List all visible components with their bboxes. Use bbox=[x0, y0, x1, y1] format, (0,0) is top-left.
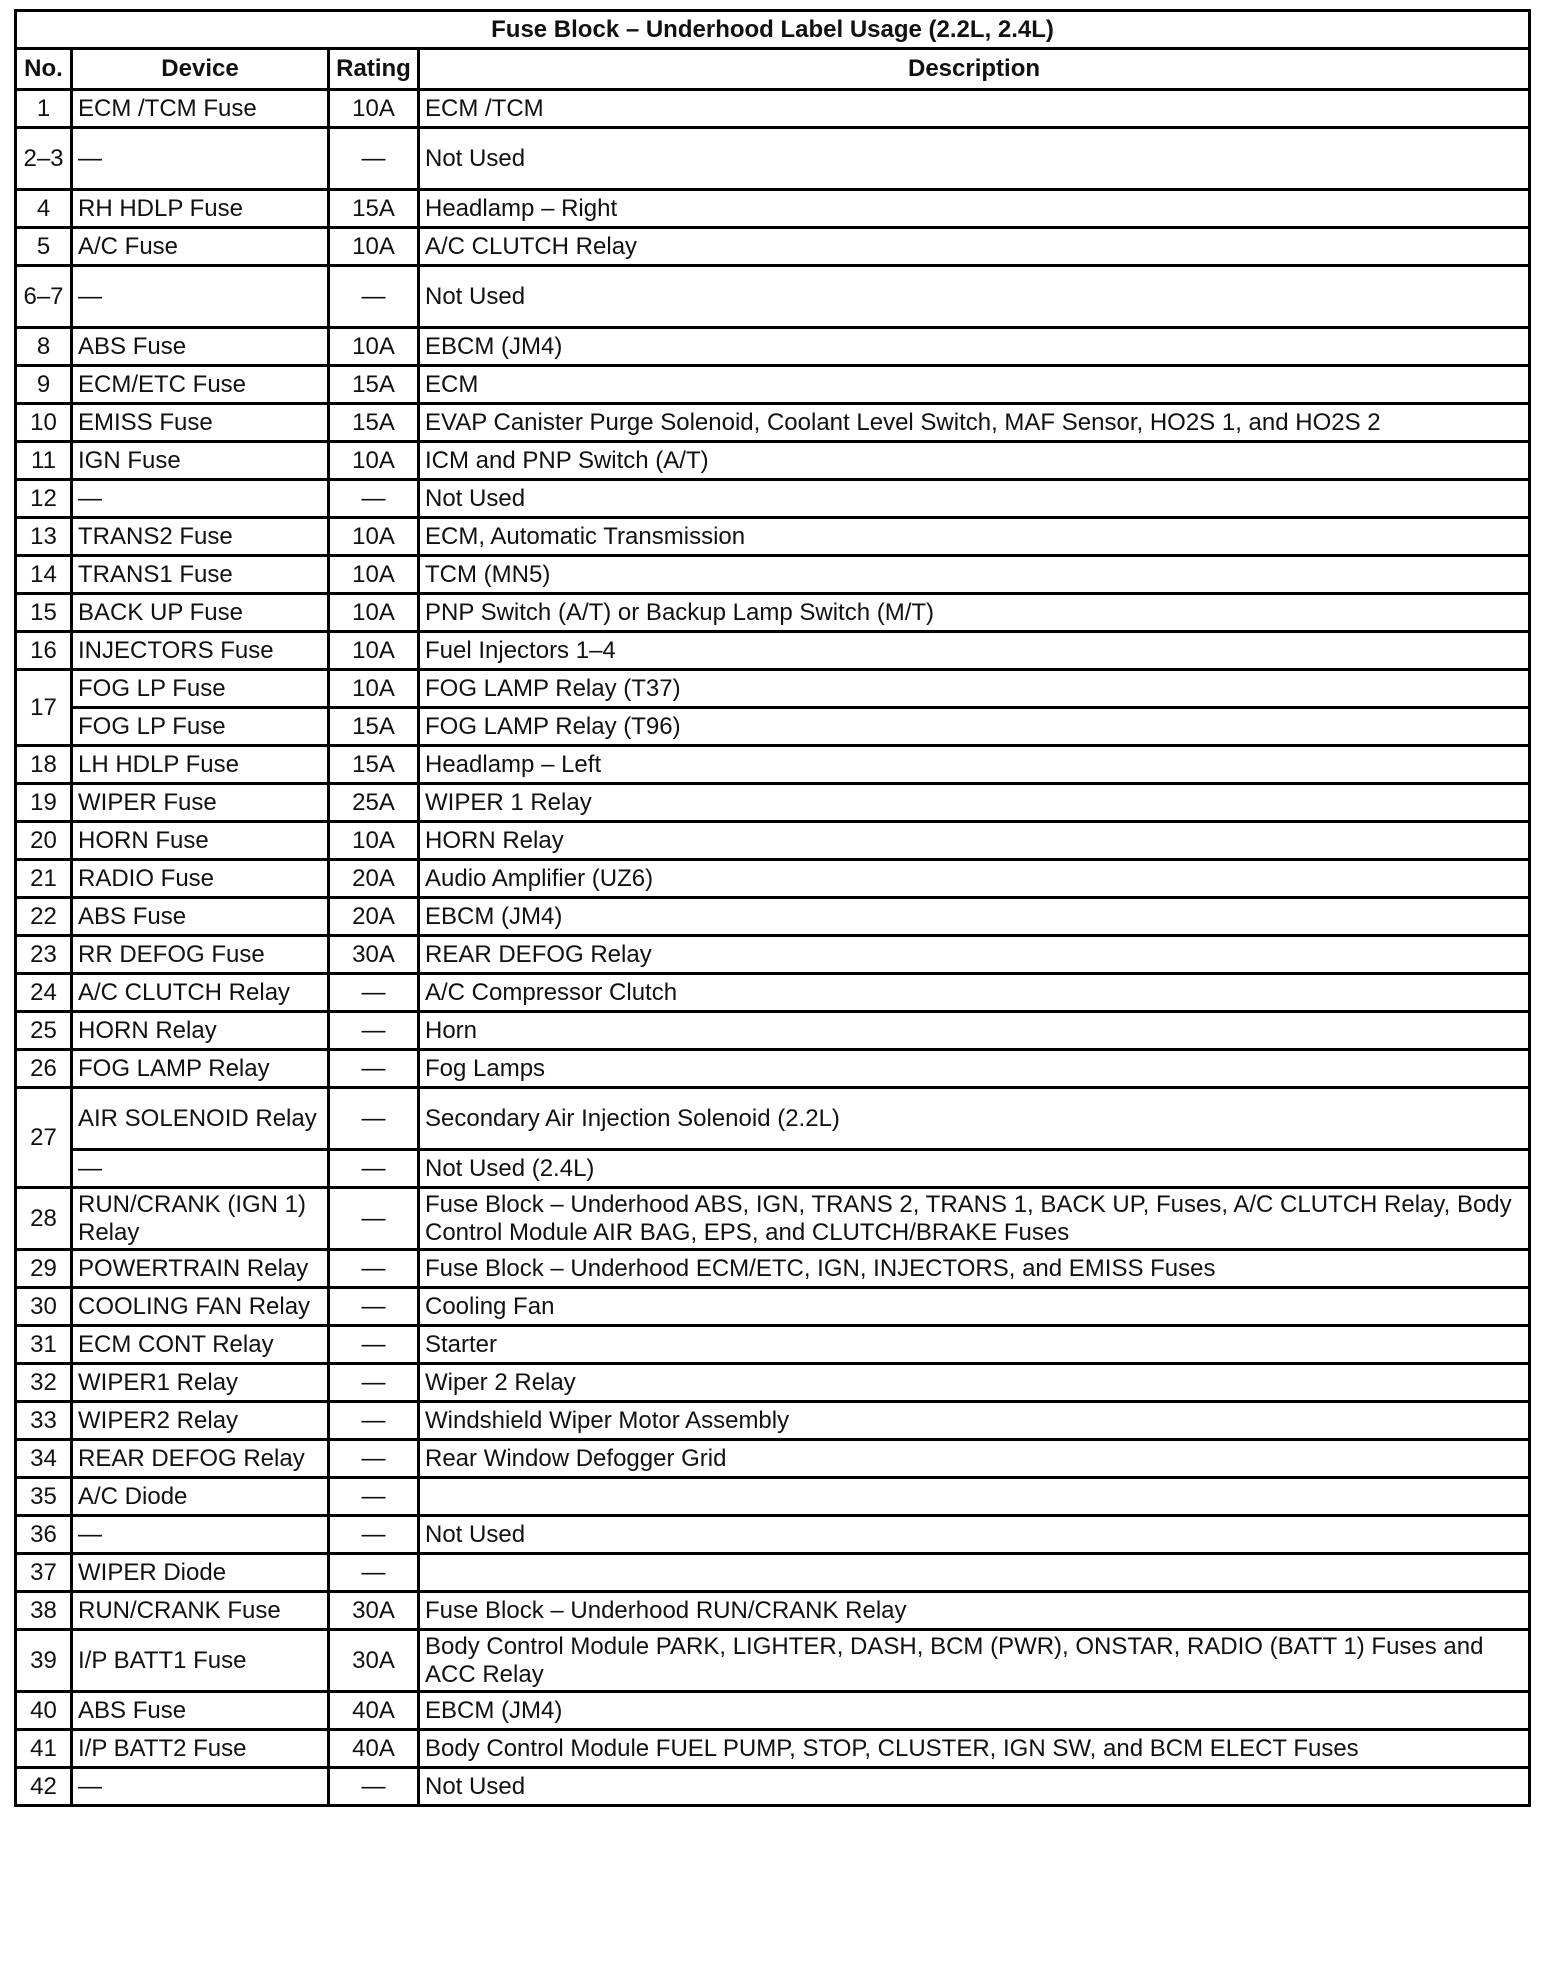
cell-rating: 10A bbox=[329, 822, 419, 860]
table-row bbox=[16, 1150, 1530, 1188]
cell-device: FOG LP Fuse bbox=[72, 708, 329, 746]
cell-device: FOG LAMP Relay bbox=[72, 1050, 329, 1088]
cell-device: RADIO Fuse bbox=[72, 860, 329, 898]
cell-rating: — bbox=[329, 1250, 419, 1288]
cell-device: WIPER Fuse bbox=[72, 784, 329, 822]
cell-device: — bbox=[72, 128, 329, 190]
table-row bbox=[16, 1630, 1530, 1692]
cell-description: Horn bbox=[419, 1012, 1530, 1050]
cell-description: Rear Window Defogger Grid bbox=[419, 1440, 1530, 1478]
table-row bbox=[16, 1188, 1530, 1250]
table-row bbox=[16, 1768, 1530, 1806]
cell-no: 15 bbox=[16, 594, 72, 632]
cell-device: RR DEFOG Fuse bbox=[72, 936, 329, 974]
cell-no: 9 bbox=[16, 366, 72, 404]
table-row bbox=[16, 632, 1530, 670]
cell-description: Fog Lamps bbox=[419, 1050, 1530, 1088]
cell-device: EMISS Fuse bbox=[72, 404, 329, 442]
cell-description: Secondary Air Injection Solenoid (2.2L) bbox=[419, 1088, 1530, 1150]
table-row bbox=[16, 266, 1530, 328]
cell-no: 42 bbox=[16, 1768, 72, 1806]
cell-no: 35 bbox=[16, 1478, 72, 1516]
cell-rating: — bbox=[329, 1326, 419, 1364]
cell-no: 39 bbox=[16, 1630, 72, 1692]
cell-rating: — bbox=[329, 266, 419, 328]
cell-description: Not Used bbox=[419, 128, 1530, 190]
cell-description: EBCM (JM4) bbox=[419, 328, 1530, 366]
cell-device: I/P BATT1 Fuse bbox=[72, 1630, 329, 1692]
cell-rating: 30A bbox=[329, 936, 419, 974]
cell-rating: — bbox=[329, 1050, 419, 1088]
cell-no: 10 bbox=[16, 404, 72, 442]
table-row bbox=[16, 974, 1530, 1012]
cell-no: 16 bbox=[16, 632, 72, 670]
cell-device: ECM/ETC Fuse bbox=[72, 366, 329, 404]
cell-no: 19 bbox=[16, 784, 72, 822]
table-row bbox=[16, 1592, 1530, 1630]
cell-description: Body Control Module PARK, LIGHTER, DASH, BCM (PWR), ONSTAR, RADIO (BATT 1) Fuses and ACC Relay bbox=[419, 1630, 1530, 1692]
table-title: Fuse Block – Underhood Label Usage (2.2L, 2.4L) bbox=[16, 11, 1530, 49]
cell-no: 31 bbox=[16, 1326, 72, 1364]
cell-description: EBCM (JM4) bbox=[419, 898, 1530, 936]
cell-rating: — bbox=[329, 1768, 419, 1806]
cell-no: 20 bbox=[16, 822, 72, 860]
cell-description: Fuse Block – Underhood RUN/CRANK Relay bbox=[419, 1592, 1530, 1630]
cell-no: 34 bbox=[16, 1440, 72, 1478]
table-row bbox=[16, 1088, 1530, 1150]
cell-rating: 10A bbox=[329, 518, 419, 556]
cell-no: 22 bbox=[16, 898, 72, 936]
cell-device: ECM CONT Relay bbox=[72, 1326, 329, 1364]
cell-description: ECM bbox=[419, 366, 1530, 404]
fuse-table bbox=[14, 9, 1531, 1807]
cell-rating: — bbox=[329, 1288, 419, 1326]
cell-rating: — bbox=[329, 1402, 419, 1440]
cell-no: 14 bbox=[16, 556, 72, 594]
cell-rating: — bbox=[329, 1012, 419, 1050]
cell-device: IGN Fuse bbox=[72, 442, 329, 480]
cell-rating: 10A bbox=[329, 442, 419, 480]
cell-device: A/C Diode bbox=[72, 1478, 329, 1516]
cell-no: 12 bbox=[16, 480, 72, 518]
cell-rating: 15A bbox=[329, 366, 419, 404]
cell-rating: 15A bbox=[329, 190, 419, 228]
table-row bbox=[16, 1516, 1530, 1554]
cell-description: PNP Switch (A/T) or Backup Lamp Switch (M/T) bbox=[419, 594, 1530, 632]
cell-rating: — bbox=[329, 1440, 419, 1478]
cell-rating: 10A bbox=[329, 556, 419, 594]
cell-rating: 10A bbox=[329, 228, 419, 266]
table-row bbox=[16, 1730, 1530, 1768]
cell-description: Not Used bbox=[419, 1768, 1530, 1806]
cell-device: RH HDLP Fuse bbox=[72, 190, 329, 228]
table-row bbox=[16, 708, 1530, 746]
table-row bbox=[16, 1012, 1530, 1050]
cell-device: A/C CLUTCH Relay bbox=[72, 974, 329, 1012]
cell-no: 5 bbox=[16, 228, 72, 266]
cell-description: Not Used (2.4L) bbox=[419, 1150, 1530, 1188]
cell-description: Fuse Block – Underhood ECM/ETC, IGN, INJECTORS, and EMISS Fuses bbox=[419, 1250, 1530, 1288]
cell-description: FOG LAMP Relay (T37) bbox=[419, 670, 1530, 708]
column-header-no: No. bbox=[16, 49, 72, 90]
cell-description: FOG LAMP Relay (T96) bbox=[419, 708, 1530, 746]
cell-no: 18 bbox=[16, 746, 72, 784]
cell-description: REAR DEFOG Relay bbox=[419, 936, 1530, 974]
cell-rating: 10A bbox=[329, 90, 419, 128]
cell-description: ECM, Automatic Transmission bbox=[419, 518, 1530, 556]
table-row bbox=[16, 404, 1530, 442]
table-row bbox=[16, 594, 1530, 632]
cell-rating: 10A bbox=[329, 632, 419, 670]
cell-no: 32 bbox=[16, 1364, 72, 1402]
cell-rating: 15A bbox=[329, 708, 419, 746]
column-header-device: Device bbox=[72, 49, 329, 90]
cell-device: TRANS1 Fuse bbox=[72, 556, 329, 594]
fuse-table-container bbox=[14, 9, 1528, 1807]
cell-rating: — bbox=[329, 1088, 419, 1150]
header-row bbox=[16, 49, 1530, 90]
table-row bbox=[16, 746, 1530, 784]
cell-no: 21 bbox=[16, 860, 72, 898]
cell-rating: 15A bbox=[329, 404, 419, 442]
cell-rating: — bbox=[329, 974, 419, 1012]
cell-rating: 40A bbox=[329, 1730, 419, 1768]
cell-rating: 20A bbox=[329, 860, 419, 898]
table-row bbox=[16, 366, 1530, 404]
table-row bbox=[16, 670, 1530, 708]
cell-rating: — bbox=[329, 480, 419, 518]
cell-description: WIPER 1 Relay bbox=[419, 784, 1530, 822]
cell-description: Windshield Wiper Motor Assembly bbox=[419, 1402, 1530, 1440]
cell-device: ECM /TCM Fuse bbox=[72, 90, 329, 128]
cell-no: 4 bbox=[16, 190, 72, 228]
cell-description bbox=[419, 1478, 1530, 1516]
cell-device: WIPER1 Relay bbox=[72, 1364, 329, 1402]
table-row bbox=[16, 822, 1530, 860]
cell-no: 37 bbox=[16, 1554, 72, 1592]
cell-device: A/C Fuse bbox=[72, 228, 329, 266]
cell-no: 28 bbox=[16, 1188, 72, 1250]
cell-device: WIPER Diode bbox=[72, 1554, 329, 1592]
cell-device: HORN Fuse bbox=[72, 822, 329, 860]
cell-no: 33 bbox=[16, 1402, 72, 1440]
cell-description: Audio Amplifier (UZ6) bbox=[419, 860, 1530, 898]
cell-no: 13 bbox=[16, 518, 72, 556]
cell-rating: — bbox=[329, 1150, 419, 1188]
cell-description: Not Used bbox=[419, 1516, 1530, 1554]
table-row bbox=[16, 1554, 1530, 1592]
table-row bbox=[16, 1364, 1530, 1402]
cell-rating: 15A bbox=[329, 746, 419, 784]
cell-description: Headlamp – Right bbox=[419, 190, 1530, 228]
cell-device: ABS Fuse bbox=[72, 898, 329, 936]
cell-device: COOLING FAN Relay bbox=[72, 1288, 329, 1326]
cell-rating: 25A bbox=[329, 784, 419, 822]
table-row bbox=[16, 1050, 1530, 1088]
table-row bbox=[16, 190, 1530, 228]
cell-rating: — bbox=[329, 1364, 419, 1402]
cell-rating: — bbox=[329, 128, 419, 190]
column-header-rating: Rating bbox=[329, 49, 419, 90]
table-row bbox=[16, 1402, 1530, 1440]
cell-device: — bbox=[72, 1150, 329, 1188]
cell-description: A/C CLUTCH Relay bbox=[419, 228, 1530, 266]
table-row bbox=[16, 518, 1530, 556]
table-row bbox=[16, 228, 1530, 266]
cell-device: AIR SOLENOID Relay bbox=[72, 1088, 329, 1150]
cell-description: Wiper 2 Relay bbox=[419, 1364, 1530, 1402]
cell-no: 30 bbox=[16, 1288, 72, 1326]
cell-rating: 20A bbox=[329, 898, 419, 936]
cell-description bbox=[419, 1554, 1530, 1592]
cell-rating: 10A bbox=[329, 670, 419, 708]
cell-device: INJECTORS Fuse bbox=[72, 632, 329, 670]
table-row bbox=[16, 1250, 1530, 1288]
table-row bbox=[16, 442, 1530, 480]
table-row bbox=[16, 898, 1530, 936]
cell-description: Body Control Module FUEL PUMP, STOP, CLUSTER, IGN SW, and BCM ELECT Fuses bbox=[419, 1730, 1530, 1768]
column-header-description: Description bbox=[419, 49, 1530, 90]
cell-device: REAR DEFOG Relay bbox=[72, 1440, 329, 1478]
table-row bbox=[16, 328, 1530, 366]
cell-rating: — bbox=[329, 1478, 419, 1516]
cell-description: Fuel Injectors 1–4 bbox=[419, 632, 1530, 670]
cell-device: — bbox=[72, 1516, 329, 1554]
cell-device: HORN Relay bbox=[72, 1012, 329, 1050]
cell-description: A/C Compressor Clutch bbox=[419, 974, 1530, 1012]
cell-rating: — bbox=[329, 1554, 419, 1592]
cell-device: ABS Fuse bbox=[72, 1692, 329, 1730]
cell-no: 2–3 bbox=[16, 128, 72, 190]
cell-description: Fuse Block – Underhood ABS, IGN, TRANS 2, TRANS 1, BACK UP, Fuses, A/C CLUTCH Relay, Body Control Module AIR BAG, EPS, and CLUTCH/BRAKE Fuses bbox=[419, 1188, 1530, 1250]
cell-no: 8 bbox=[16, 328, 72, 366]
cell-device: LH HDLP Fuse bbox=[72, 746, 329, 784]
cell-description: EBCM (JM4) bbox=[419, 1692, 1530, 1730]
cell-device: ABS Fuse bbox=[72, 328, 329, 366]
cell-device: POWERTRAIN Relay bbox=[72, 1250, 329, 1288]
cell-device: TRANS2 Fuse bbox=[72, 518, 329, 556]
cell-device: FOG LP Fuse bbox=[72, 670, 329, 708]
cell-description: ICM and PNP Switch (A/T) bbox=[419, 442, 1530, 480]
cell-device: I/P BATT2 Fuse bbox=[72, 1730, 329, 1768]
table-row bbox=[16, 784, 1530, 822]
cell-no: 23 bbox=[16, 936, 72, 974]
cell-device: RUN/CRANK (IGN 1) Relay bbox=[72, 1188, 329, 1250]
table-row bbox=[16, 1440, 1530, 1478]
cell-rating: 10A bbox=[329, 594, 419, 632]
cell-no: 27 bbox=[16, 1088, 72, 1188]
table-row bbox=[16, 1692, 1530, 1730]
cell-rating: — bbox=[329, 1188, 419, 1250]
cell-no: 41 bbox=[16, 1730, 72, 1768]
cell-no: 38 bbox=[16, 1592, 72, 1630]
cell-no: 24 bbox=[16, 974, 72, 1012]
cell-description: Cooling Fan bbox=[419, 1288, 1530, 1326]
table-row bbox=[16, 128, 1530, 190]
cell-description: Headlamp – Left bbox=[419, 746, 1530, 784]
table-row bbox=[16, 1288, 1530, 1326]
cell-rating: 10A bbox=[329, 328, 419, 366]
cell-rating: — bbox=[329, 1516, 419, 1554]
table-row bbox=[16, 556, 1530, 594]
cell-device: — bbox=[72, 480, 329, 518]
table-row bbox=[16, 936, 1530, 974]
cell-device: — bbox=[72, 1768, 329, 1806]
cell-no: 17 bbox=[16, 670, 72, 746]
cell-description: Not Used bbox=[419, 266, 1530, 328]
table-row bbox=[16, 480, 1530, 518]
cell-rating: 30A bbox=[329, 1592, 419, 1630]
cell-description: HORN Relay bbox=[419, 822, 1530, 860]
cell-no: 11 bbox=[16, 442, 72, 480]
cell-device: WIPER2 Relay bbox=[72, 1402, 329, 1440]
cell-device: BACK UP Fuse bbox=[72, 594, 329, 632]
cell-device: RUN/CRANK Fuse bbox=[72, 1592, 329, 1630]
cell-description: Not Used bbox=[419, 480, 1530, 518]
cell-no: 6–7 bbox=[16, 266, 72, 328]
table-row bbox=[16, 1326, 1530, 1364]
cell-rating: 30A bbox=[329, 1630, 419, 1692]
cell-device: — bbox=[72, 266, 329, 328]
cell-no: 40 bbox=[16, 1692, 72, 1730]
cell-description: Starter bbox=[419, 1326, 1530, 1364]
cell-no: 25 bbox=[16, 1012, 72, 1050]
cell-description: EVAP Canister Purge Solenoid, Coolant Level Switch, MAF Sensor, HO2S 1, and HO2S 2 bbox=[419, 404, 1530, 442]
cell-no: 26 bbox=[16, 1050, 72, 1088]
cell-no: 36 bbox=[16, 1516, 72, 1554]
cell-rating: 40A bbox=[329, 1692, 419, 1730]
cell-description: ECM /TCM bbox=[419, 90, 1530, 128]
cell-no: 1 bbox=[16, 90, 72, 128]
cell-description: TCM (MN5) bbox=[419, 556, 1530, 594]
table-row bbox=[16, 1478, 1530, 1516]
cell-no: 29 bbox=[16, 1250, 72, 1288]
table-body bbox=[16, 90, 1530, 1806]
table-row bbox=[16, 90, 1530, 128]
table-row bbox=[16, 860, 1530, 898]
